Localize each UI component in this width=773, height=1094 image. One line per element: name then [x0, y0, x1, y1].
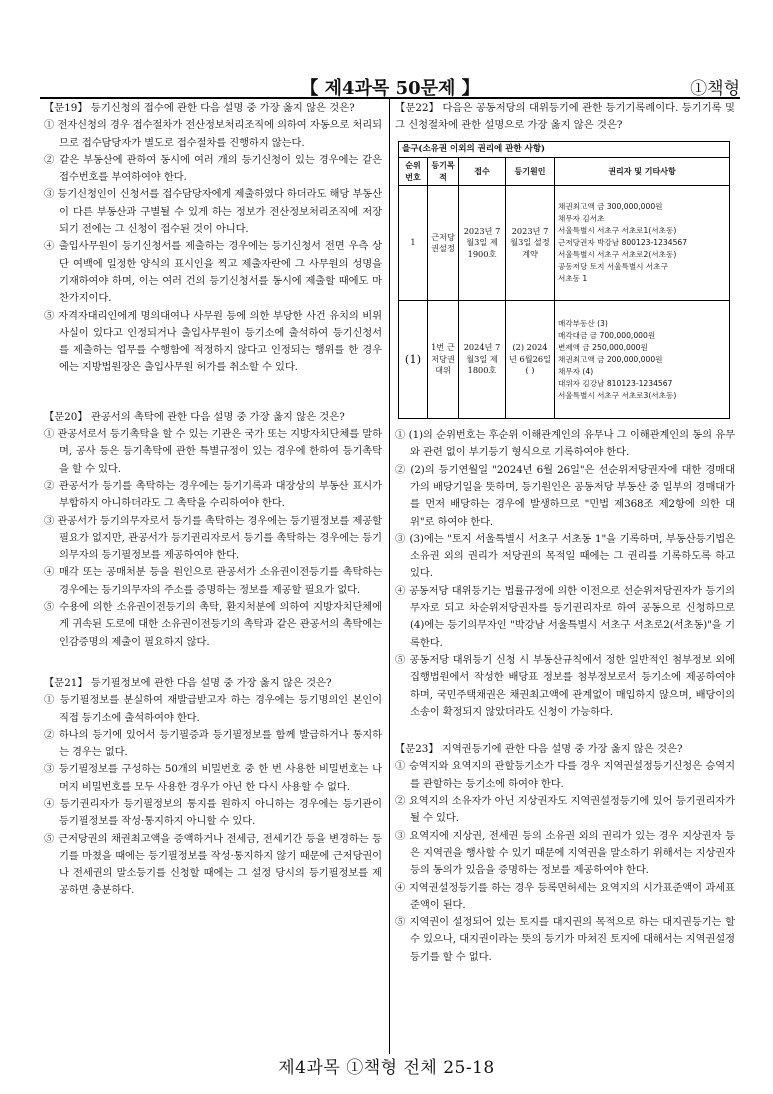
question-21-option-1: ① 등기필정보를 분실하여 재발급받고자 하는 경우에는 등기명의인 본인이 직접 등기소에 출석하여야 한다.	[44, 694, 382, 724]
question-23-option-5: ⑤ 지역권이 설정되어 있는 토지를 대지권의 목적으로 하는 대지권등기는 할 수 있으나, 대지권이라는 뜻의 등기가 마쳐진 토지에 대해서는 지역권설정등기를 할 수 없다.	[395, 916, 735, 963]
question-22-option-2: ② (2)의 등기연월일 "2024년 6월 26일"은 선순위저당권자에 대한 경매대가의 배당기일을 뜻하며, 등기원인은 공동저당 부동산 중 일부의 경매대가를 먼저 배당하는 경우에 발생하므로 "민법 제368조 제2항에 의한 대위"로 하여야 한다.	[395, 463, 735, 528]
question-20-option-5: ⑤ 수용에 의한 소유권이전등기의 촉탁, 환지처분에 의하여 지방자치단체에게 귀속된 도로에 대한 소유권이전등기의 촉탁과 같은 관공서의 촉탁에는 인감증명의 제출이 필요하지 않다.	[44, 601, 382, 648]
question-20-option-4: ④ 매각 또는 공매처분 등을 원인으로 관공서가 소유권이전등기를 촉탁하는 경우에는 등기의무자의 주소를 증명하는 정보를 제공할 필요가 없다.	[44, 566, 382, 596]
rights-line: 채무자 김서초	[558, 214, 605, 224]
rights-line: 매각대금 금 700,000,000원	[558, 330, 656, 340]
page-footer: 제4과목 ①책형 전체 25-18	[278, 1058, 495, 1078]
header-rule	[40, 97, 740, 99]
booklet-type: ①책형	[690, 79, 740, 99]
question-21	[44, 675, 382, 900]
question-19-head: 【문19】 등기신청의 접수에 관한 다음 설명 중 가장 옳지 않은 것은?	[44, 102, 355, 114]
col-header-rank: 순위번호	[399, 158, 428, 186]
question-19-option-2: ② 같은 부동산에 관하여 동시에 여러 개의 등기신청이 있는 경우에는 같은 접수번호를 부여하여야 한다.	[44, 153, 382, 184]
rights-line: 채권최고액 금 300,000,000원	[558, 202, 663, 212]
rights-line: 대위자 김강남 810123-1234567	[558, 378, 673, 388]
cell-cause: 2023년 7월3일 설정계약	[506, 186, 555, 301]
table-caption: 을구(소유권 이외의 권리에 관한 사항)	[399, 141, 730, 158]
rights-line: 매각부동산 (3)	[558, 318, 608, 328]
rights-line: 채권최고액 금 200,000,000원	[558, 354, 663, 364]
question-23-option-3: ③ 요역지에 지상권, 전세권 등의 소유권 외의 권리가 있는 경우 지상권자 등은 지역권을 행사할 수 있기 때문에 지역권을 말소하기 위해서는 지상권자 등의 동의가 있음을 증명하는 정보를 제공하여야 한다.	[395, 829, 735, 877]
question-20	[44, 409, 382, 651]
col-header-rights: 권리자 및 기타사항	[555, 158, 730, 186]
question-20-option-2: ② 관공서가 등기를 촉탁하는 경우에는 등기기록과 대장상의 부동산 표시가 부합하지 아니하더라도 그 촉탁을 수리하여야 한다.	[44, 479, 382, 510]
question-23-head: 【문23】 지역권등기에 관한 다음 설명 중 가장 옳지 않은 것은?	[395, 743, 683, 756]
col-header-receipt: 접수	[459, 158, 506, 186]
col-header-cause: 등기원인	[506, 158, 555, 186]
rights-line: 공동저당 토지 서울특별시 서초구	[558, 262, 668, 272]
table-row	[399, 301, 730, 419]
rights-line: 서초동 1	[558, 274, 588, 284]
cell-rank: 1	[399, 186, 428, 301]
question-23-option-1: ① 승역지와 요역지의 관할등기소가 다를 경우 지역권설정등기신청은 승역지를 관할하는 등기소에 하여야 한다.	[395, 760, 735, 790]
question-21-option-5: ⑤ 근저당권의 채권최고액을 증액하거나 전세금, 전세기간 등을 변경하는 등기를 마쳤을 때에는 등기필정보를 작성·통지하지 않기 때문에 근저당권이나 전세권의 말소등기를 신청할 때에는 그 설정 당시의 등기필정보를 제공하면 충분하다.	[44, 832, 382, 897]
column-divider	[389, 99, 390, 1054]
question-23	[395, 741, 735, 966]
left-column	[44, 100, 382, 910]
page-header	[40, 76, 740, 99]
question-19-option-1: ① 전자신청의 경우 접수절차가 전산정보처리조직에 의하여 자동으로 처리되므로 접수담당자가 별도로 접수절차를 진행하지 않는다.	[44, 119, 382, 149]
question-20-option-1: ① 관공서로서 등기촉탁을 할 수 있는 기관은 국가 또는 지방자치단체를 말하며, 공사 등은 등기촉탁에 관한 특별규정이 있는 경우에 한하여 등기촉탁을 할 수 있다.	[44, 428, 382, 475]
question-22	[395, 100, 735, 721]
question-22-head: 【문22】 다음은 공동저당의 대위등기에 관한 등기기록례이다. 등기기록 및 그 신청절차에 관한 설명으로 가장 옳지 않은 것은?	[395, 102, 735, 132]
rights-line: 서울특별시 서초구 서초로1(서초동)	[558, 226, 677, 236]
cell-rank: (1)	[399, 301, 428, 419]
question-21-head: 【문21】 등기필정보에 관한 다음 설명 중 가장 옳지 않은 것은?	[44, 676, 332, 689]
rights-line: 서울특별시 서초구 서초로2(서초동)	[558, 250, 677, 260]
question-21-option-3: ③ 등기필정보를 구성하는 50개의 비밀번호 중 한 번 사용한 비밀번호는 나머지 비밀번호를 모두 사용한 경우가 아닌 한 다시 사용할 수 없다.	[44, 763, 382, 793]
col-header-purpose: 등기목적	[428, 158, 459, 186]
question-22-option-5: ⑤ 공동저당 대위등기 신청 시 부동산규칙에서 정한 일반적인 첨부정보 외에 집행법원에서 작성한 배당표 정보를 첨부정보로서 등기소에 제공하여야 하며, 국민주택채권은 채권최고액에 관계없이 매입하지 않으며, 배당이의 소송이 확정되지 않았더라도 신청이 가능하다.	[395, 653, 735, 718]
cell-cause: (2) 2024년 6월26일 ( )	[506, 301, 555, 419]
question-22-option-3: ③ (3)에는 "토지 서울특별시 서초구 서초동 1"을 기록하며, 부동산등기법은 소유권 외의 권리가 저당권의 목적일 때에는 그 권리를 기록하도록 하고 있다.	[395, 532, 735, 580]
question-20-head: 【문20】 관공서의 촉탁에 관한 다음 설명 중 가장 옳지 않은 것은?	[44, 410, 345, 423]
rights-line: 근저당권자 박강남 800123-1234567	[558, 238, 688, 248]
question-23-option-2: ② 요역지의 소유자가 아닌 지상권자도 지역권설정등기에 있어 등기권리자가 될 수 있다.	[395, 795, 735, 825]
cell-receipt: 2023년 7월3일 제1900호	[459, 186, 506, 301]
question-19-option-3: ③ 등기신청인이 신청서를 접수담당자에게 제출하였다 하더라도 해당 부동산이 다른 부동산과 구별될 수 있게 하는 정보가 전산정보처리조직에 저장되기 전에는 그 신청이 접수된 것이 아니다.	[44, 188, 382, 236]
table-row	[399, 186, 730, 301]
registry-record-table	[398, 141, 730, 420]
question-23-option-4: ④ 지역권설정등기를 하는 경우 등록면허세는 요역지의 시가표준액이 과세표준액이 된다.	[395, 881, 735, 911]
question-21-option-2: ② 하나의 등기에 있어서 등기필증과 등기필정보를 함께 발급하거나 통지하는 경우는 없다.	[44, 728, 382, 759]
cell-rights	[555, 186, 730, 301]
rights-line: 서울특별시 서초구 서초로3(서초동)	[558, 390, 677, 400]
rights-line: 채무자 (4)	[558, 366, 594, 376]
question-19-option-5: ⑤ 자격자대리인에게 명의대여나 사무원 등에 의한 부당한 사건 유치의 비위사실이 있다고 인정되거나 출입사무원이 등기소에 출석하여 등기신청서를 제출하는 업무를 수행함에 적정하지 않다고 인정되는 행위를 한 경우에는 지방법원장은 출입사무원 허가를 취소할 수 있다.	[44, 309, 382, 374]
cell-purpose: 1번 근저당권 대위	[428, 301, 459, 419]
question-22-option-1: ① (1)의 순위번호는 후순위 이해관계인의 유무나 그 이해관계인의 동의 유무와 관련 없이 부기등기 형식으로 기록하여야 한다.	[395, 429, 735, 459]
question-20-option-3: ③ 관공서가 등기의무자로서 등기를 촉탁하는 경우에는 등기필정보를 제공할 필요가 없지만, 관공서가 등기권리자로서 등기를 촉탁하는 경우에는 등기의무자의 등기필정보를 제공하여야 한다.	[44, 514, 382, 562]
cell-receipt: 2024년 7월3일 제1800호	[459, 301, 506, 419]
rights-line: 변제액 금 250,000,000원	[558, 342, 648, 352]
cell-rights	[555, 301, 730, 419]
right-column	[395, 100, 735, 976]
question-21-option-4: ④ 등기권리자가 등기필정보의 통지를 원하지 아니하는 경우에는 등기관이 등기필정보를 작성·통지하지 아니할 수 있다.	[44, 797, 382, 828]
cell-purpose: 근저당권설정	[428, 186, 459, 301]
question-19-option-4: ④ 출입사무원이 등기신청서를 제출하는 경우에는 등기신청서 전면 우측 상단 여백에 일정한 양식의 표시인을 찍고 제출자란에 그 사무원의 성명을 기재하여야 하며, 이는 여러 건의 등기신청서를 동시에 제출할 때에도 마찬가지이다.	[44, 240, 382, 305]
question-19	[44, 100, 382, 377]
question-22-option-4: ④ 공동저당 대위등기는 법률규정에 의한 이전으로 선순위저당권자가 등기의무자로 되고 차순위저당권자를 등기권리자로 하여 공동으로 신청하므로 (4)에는 등기의무자인 "박강남 서울특별시 서초구 서초로2(서초동)"을 기록한다.	[395, 584, 735, 649]
subject-title: 【 제4과목 50문제 】	[300, 78, 480, 99]
